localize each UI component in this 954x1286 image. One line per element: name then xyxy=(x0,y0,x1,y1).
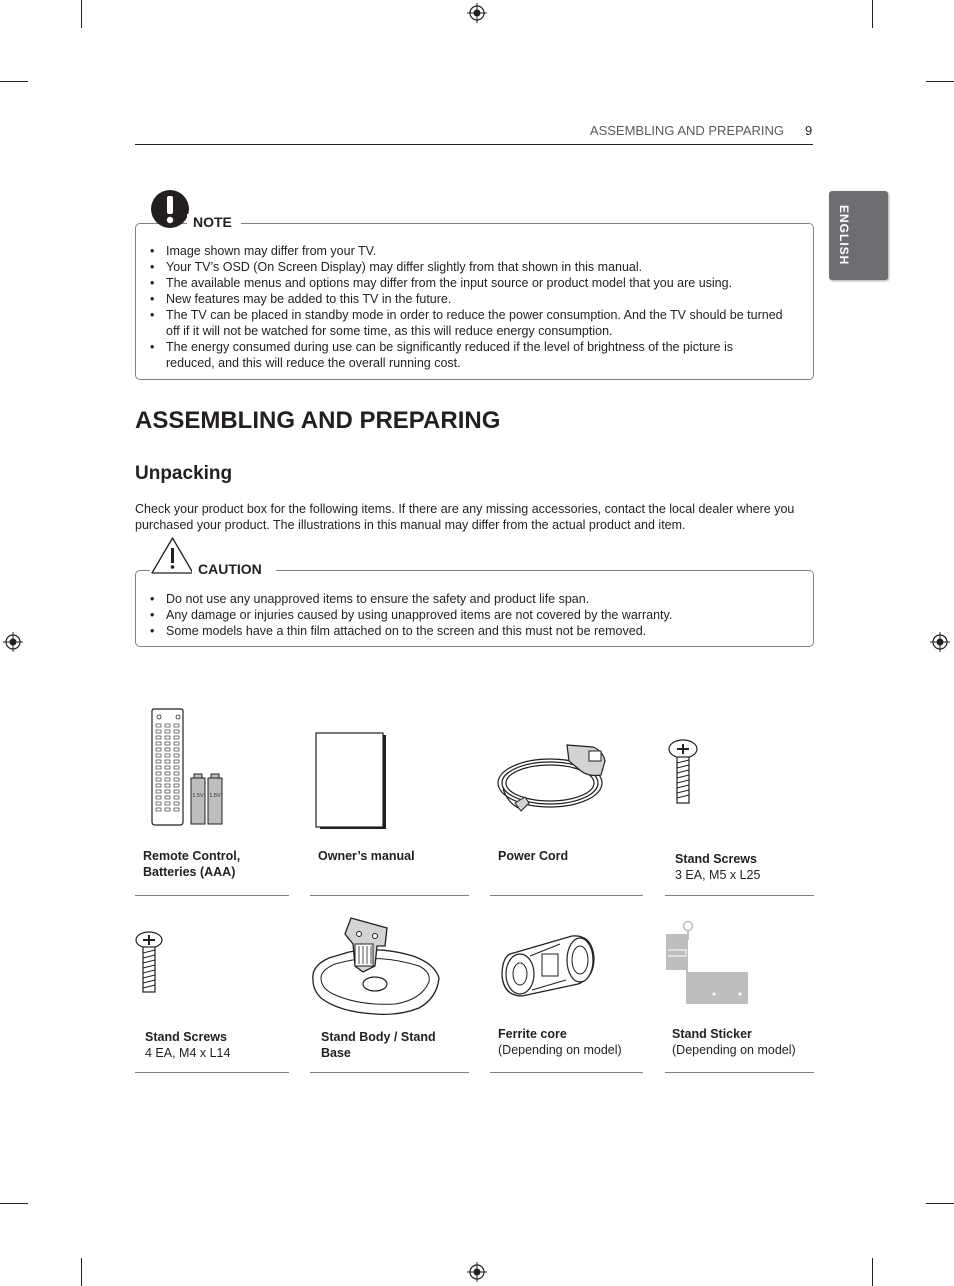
list-item: • Any damage or injuries caused by using unapproved items are not covered by the warranty. xyxy=(135,607,785,623)
list-item: • The available menus and options may differ from the input source or product model that you are using. xyxy=(135,275,785,291)
item-rule xyxy=(665,1072,814,1073)
crop-mark xyxy=(81,0,82,28)
list-item: • The energy consumed during use can be significantly reduced if the level of brightness of the picture is reduced, and this will reduce the overall running cost. xyxy=(135,339,785,371)
item-rule xyxy=(665,895,814,896)
crop-mark xyxy=(872,0,873,28)
accessory-detail: (Depending on model) xyxy=(498,1043,622,1057)
accessory-name: Ferrite core xyxy=(498,1027,567,1041)
item-rule xyxy=(490,1072,643,1073)
item-rule xyxy=(490,895,643,896)
accessory-name: Owner’s manual xyxy=(318,849,415,863)
screw-icon xyxy=(666,739,700,809)
accessory-name: Stand Sticker xyxy=(672,1027,752,1041)
screw-icon xyxy=(133,931,165,997)
list-item: • Image shown may differ from your TV. xyxy=(135,243,785,259)
accessory-detail: 3 EA, M5 x L25 xyxy=(675,868,761,882)
exclamation-icon xyxy=(150,189,190,229)
accessory-detail: 4 EA, M4 x L14 xyxy=(145,1046,231,1060)
note-list xyxy=(135,243,785,371)
header-rule xyxy=(135,144,813,145)
accessory-item xyxy=(490,848,643,896)
language-tab xyxy=(829,191,888,280)
registration-mark-icon xyxy=(467,3,487,23)
list-item: • Do not use any unapproved items to ensure the safety and product life span. xyxy=(135,591,785,607)
list-item: • The TV can be placed in standby mode in order to reduce the power consumption. And the TV should be turned off if it will not be watched for some time, as this will reduce energy consumption. xyxy=(135,307,785,339)
accessory-item xyxy=(135,848,289,896)
crop-mark xyxy=(0,1203,28,1204)
accessory-name: Stand Screws xyxy=(145,1030,227,1044)
section-title: Unpacking xyxy=(135,463,233,484)
battery-voltage-label: 1.5V xyxy=(209,793,221,799)
accessory-name: Remote Control, xyxy=(143,849,241,863)
item-rule xyxy=(135,895,289,896)
accessory-name: Stand Body / Stand xyxy=(321,1030,436,1044)
accessory-item xyxy=(665,1026,814,1073)
item-rule xyxy=(310,895,469,896)
page-title: ASSEMBLING AND PREPARING xyxy=(135,407,501,434)
note-label: NOTE xyxy=(187,214,241,230)
remote-control-icon xyxy=(150,708,230,828)
intro-paragraph: Check your product box for the following items. If there are any missing accessories, contact the local dealer where you purchased your product. The illustrations in this manual may differ from the actual product and item. xyxy=(135,502,795,532)
power-cord-icon xyxy=(495,741,611,813)
accessory-name: Power Cord xyxy=(498,849,569,863)
item-rule xyxy=(135,1072,289,1073)
accessory-item xyxy=(135,1029,289,1073)
list-item: • Your TV’s OSD (On Screen Display) may differ slightly from that shown in this manual. xyxy=(135,259,785,275)
accessory-name: Batteries (AAA) xyxy=(143,865,236,879)
caution-list xyxy=(135,591,785,639)
crop-mark xyxy=(926,81,954,82)
ferrite-core-icon xyxy=(500,930,598,1002)
page-number: 9 xyxy=(805,123,813,138)
accessory-detail: (Depending on model) xyxy=(672,1043,796,1057)
accessory-item xyxy=(310,848,469,896)
crop-mark xyxy=(872,1258,873,1286)
accessory-item xyxy=(490,1026,643,1073)
manual-icon xyxy=(314,731,390,831)
list-item: • New features may be added to this TV in the future. xyxy=(135,291,785,307)
accessory-item xyxy=(310,1029,469,1073)
stand-icon xyxy=(309,916,441,1018)
registration-mark-icon xyxy=(3,632,23,652)
sticker-icon xyxy=(664,920,752,1006)
language-tab-label: ENGLISH xyxy=(837,205,851,266)
accessory-name: Stand Screws xyxy=(675,852,757,866)
crop-mark xyxy=(81,1258,82,1286)
battery-voltage-label: 1.5V xyxy=(192,793,204,799)
accessory-name: Base xyxy=(321,1046,351,1060)
list-item: • Some models have a thin film attached on to the screen and this must not be removed. xyxy=(135,623,785,639)
crop-mark xyxy=(0,81,28,82)
crop-mark xyxy=(926,1203,954,1204)
running-header: ASSEMBLING AND PREPARING xyxy=(589,123,784,138)
registration-mark-icon xyxy=(467,1262,487,1282)
accessory-item xyxy=(665,851,814,896)
registration-mark-icon xyxy=(930,632,950,652)
item-rule xyxy=(310,1072,469,1073)
caution-label: CAUTION xyxy=(192,561,276,577)
warning-triangle-icon xyxy=(150,535,195,575)
